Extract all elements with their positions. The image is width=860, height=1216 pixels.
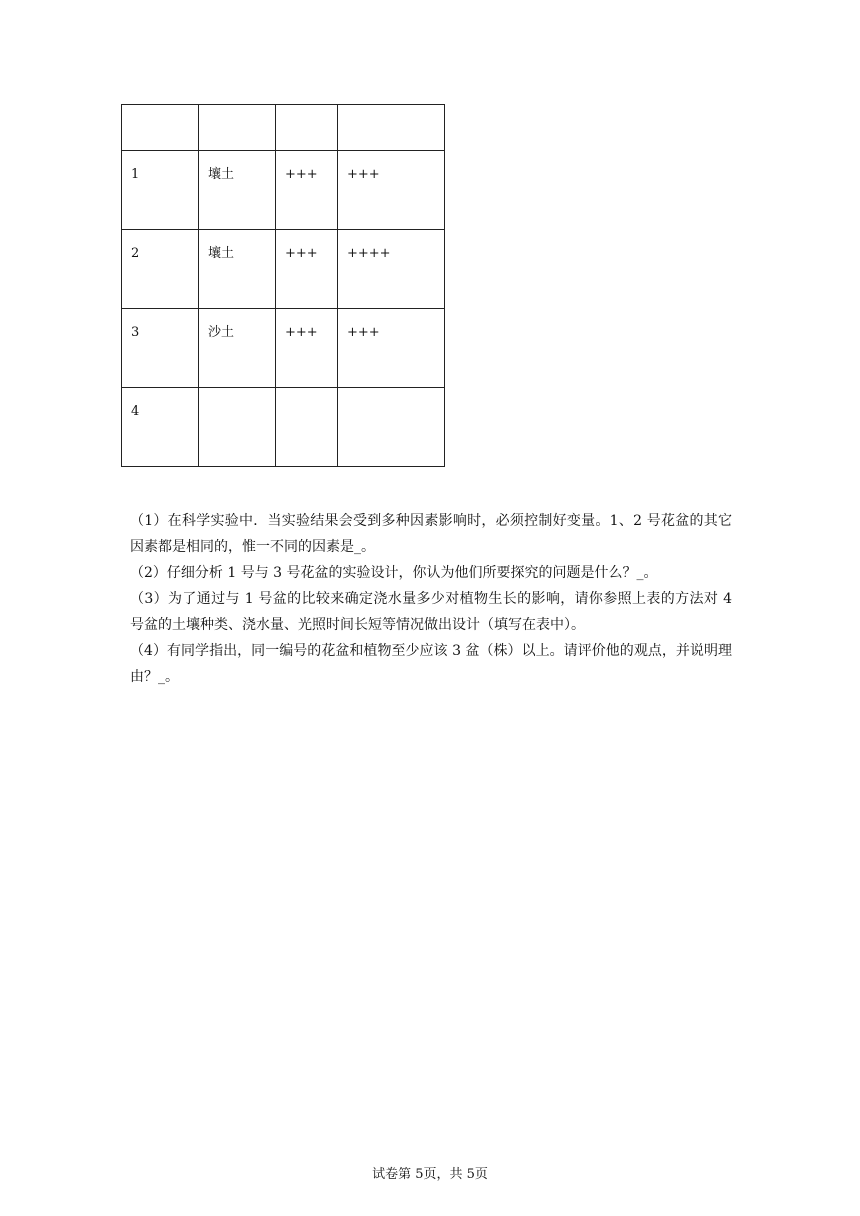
page-footer: 试卷第 5页，共 5页 — [372, 1167, 488, 1182]
table-row — [122, 388, 445, 467]
question-1: （1）在科学实验中．当实验结果会受到多种因素影响时，必须控制好变量。1、2 号花盆的其它因素都是相同的，惟一不同的因素是_。 — [130, 513, 732, 555]
header-cell — [338, 105, 445, 151]
water-amount-cell[interactable] — [276, 388, 338, 467]
header-cell — [276, 105, 338, 151]
soil-type-cell: 壤土 — [199, 230, 276, 309]
light-time-cell[interactable] — [338, 388, 445, 467]
question-2: （2）仔细分析 1 号与 3 号花盆的实验设计，你认为他们所要探究的问题是什么？_。 — [130, 565, 658, 581]
light-time-cell: +++ — [338, 309, 445, 388]
header-cell — [199, 105, 276, 151]
question-4: （4）有同学指出，同一编号的花盆和植物至少应该 3 盆（株）以上。请评价他的观点，并说明理由？_。 — [130, 643, 732, 685]
light-time-cell: +++ — [338, 151, 445, 230]
soil-type-cell[interactable] — [199, 388, 276, 467]
soil-type-cell: 壤土 — [199, 151, 276, 230]
soil-type-cell: 沙土 — [199, 309, 276, 388]
water-amount-cell: +++ — [276, 309, 338, 388]
pot-number-cell: 4 — [122, 388, 199, 467]
light-time-cell: ++++ — [338, 230, 445, 309]
table-header-row — [122, 105, 445, 151]
header-cell — [122, 105, 199, 151]
pot-number-cell: 3 — [122, 309, 199, 388]
table-row — [122, 230, 445, 309]
pot-number-cell: 1 — [122, 151, 199, 230]
experiment-table — [121, 104, 445, 467]
question-list — [130, 508, 732, 690]
table-row — [122, 151, 445, 230]
question-3: （3）为了通过与 1 号盆的比较来确定浇水量多少对植物生长的影响，请你参照上表的方法对 4 号盆的土壤种类、浇水量、光照时间长短等情况做出设计（填写在表中）。 — [130, 591, 732, 633]
table-row — [122, 309, 445, 388]
pot-number-cell: 2 — [122, 230, 199, 309]
water-amount-cell: +++ — [276, 230, 338, 309]
water-amount-cell: +++ — [276, 151, 338, 230]
